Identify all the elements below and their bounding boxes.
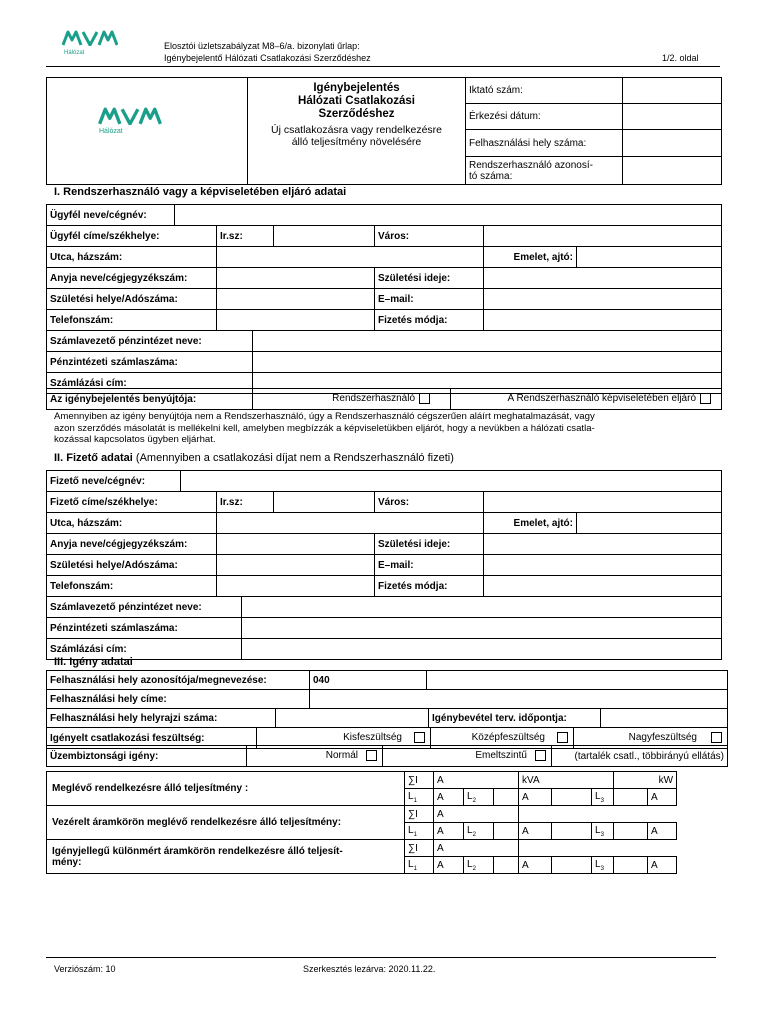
email-field[interactable] xyxy=(484,289,722,310)
payer-floor-label: Emelet, ajtó: xyxy=(484,513,577,534)
existing-kva-field[interactable]: kVA xyxy=(519,772,614,789)
phone-label: Telefonszám: xyxy=(47,310,217,331)
existing-l2-empty[interactable] xyxy=(494,789,519,806)
mother-name-label: Anyja neve/cégjegyzékszám: xyxy=(47,268,217,289)
separate-l3-label: $L_3$ xyxy=(592,857,614,874)
reliability-table xyxy=(46,745,728,767)
controlled-l2-label: $L_2$ xyxy=(464,823,494,840)
voltage-high-option[interactable]: Nagyfeszültség xyxy=(574,728,728,749)
mother-name-field[interactable] xyxy=(217,268,375,289)
payer-mother-name-label: Anyja neve/cégjegyzékszám: xyxy=(47,534,217,555)
payment-label: Fizetés módja: xyxy=(375,310,484,331)
bank-name-label: Számlavezető pénzintézet neve: xyxy=(47,331,253,352)
street-field[interactable] xyxy=(217,247,484,268)
submitter-table xyxy=(46,388,722,410)
submitter-representative-checkbox[interactable] xyxy=(700,393,711,404)
payer-mother-name-field[interactable] xyxy=(217,534,375,555)
payer-account-field[interactable] xyxy=(242,618,722,639)
existing-kw-field[interactable]: kW xyxy=(614,772,677,789)
existing-l3-gap[interactable] xyxy=(614,789,648,806)
payer-zip-label: Ir.sz: xyxy=(217,492,274,513)
zip-field[interactable] xyxy=(274,226,375,247)
place-number-field[interactable] xyxy=(623,130,722,157)
place-number-label: Felhasználási hely száma: xyxy=(466,130,623,157)
payer-birth-place-label: Születési helye/Adószáma: xyxy=(47,555,217,576)
page-number: 1/2. oldal xyxy=(662,53,699,63)
place-lot-field[interactable] xyxy=(276,709,429,728)
title-logo-cell xyxy=(47,78,248,185)
voltage-medium-option[interactable]: Középfeszültség xyxy=(431,728,574,749)
email-label: E–mail: xyxy=(375,289,484,310)
zip-label: Ir.sz: xyxy=(217,226,274,247)
separate-current-field[interactable]: A xyxy=(434,840,519,857)
controlled-current-field[interactable]: A xyxy=(434,806,519,823)
section-1-row-name xyxy=(46,204,722,226)
separate-blank xyxy=(519,840,677,857)
reliability-normal-checkbox[interactable] xyxy=(366,750,377,761)
account-field[interactable] xyxy=(253,352,722,373)
payer-birth-place-field[interactable] xyxy=(217,555,375,576)
reliability-backup-note: (tartalék csatl., többirányú ellátás) xyxy=(552,746,728,767)
logo-subtitle: Hálózat xyxy=(64,50,85,56)
registry-number-field[interactable] xyxy=(623,78,722,104)
voltage-medium-checkbox[interactable] xyxy=(557,732,568,743)
payer-account-label: Pénzintézeti számlaszáma: xyxy=(47,618,242,639)
place-id-label: Felhasználási hely azonosítója/megnevezése: xyxy=(47,671,310,690)
arrival-date-field[interactable] xyxy=(623,104,722,130)
existing-l1-label: $L_1$ xyxy=(405,789,434,806)
place-id-extra-field[interactable] xyxy=(427,671,728,690)
payer-city-label: Város: xyxy=(375,492,484,513)
title-text-cell xyxy=(248,78,466,185)
account-label: Pénzintézeti számlaszáma: xyxy=(47,352,253,373)
birth-date-label: Születési ideje: xyxy=(375,268,484,289)
reliability-enhanced-option[interactable]: Emeltszintű xyxy=(383,746,552,767)
submitter-option-user[interactable]: Rendszerhasználó xyxy=(253,389,451,410)
controlled-l1-field[interactable]: A xyxy=(434,823,464,840)
customer-name-field[interactable] xyxy=(175,205,722,226)
payer-birth-date-field[interactable] xyxy=(484,534,722,555)
existing-l3-label: $L_3$ xyxy=(592,789,614,806)
reliability-enhanced-checkbox[interactable] xyxy=(535,750,546,761)
billing-address-label: Számlázási cím: xyxy=(47,373,253,394)
existing-power-label: Meglévő rendelkezésre álló teljesítmény : xyxy=(47,772,405,806)
voltage-label: Igényelt csatlakozási feszültség: xyxy=(47,728,257,749)
separate-l2-empty[interactable] xyxy=(494,857,519,874)
controlled-l3-field[interactable]: A xyxy=(648,823,677,840)
payment-field[interactable] xyxy=(484,310,722,331)
footer-closed-date: Szerkesztés lezárva: 2020.11.22. xyxy=(303,964,436,974)
mvm-logo-icon xyxy=(95,107,165,125)
bank-name-field[interactable] xyxy=(253,331,722,352)
separate-l1-label: $L_1$ xyxy=(405,857,434,874)
payer-bank-name-field[interactable] xyxy=(242,597,722,618)
form-subtitle-2: álló teljesítmény növelésére xyxy=(291,136,422,148)
payer-billing-address-label: Számlázási cím: xyxy=(47,639,242,660)
birth-date-field[interactable] xyxy=(484,268,722,289)
arrival-date-label: Érkezési dátum: xyxy=(466,104,623,130)
footer-divider xyxy=(46,957,716,958)
payer-street-field[interactable] xyxy=(217,513,484,534)
voltage-low-checkbox[interactable] xyxy=(414,732,425,743)
footer-version: Verziószám: 10 xyxy=(54,964,116,974)
customer-address-label: Ügyfél címe/székhelye: xyxy=(47,226,217,247)
separate-l3-empty[interactable] xyxy=(552,857,592,874)
section-3-title: III. Igény adatai xyxy=(54,656,133,668)
section-3-lot-table xyxy=(46,708,728,728)
title-box xyxy=(46,77,722,185)
payer-zip-field[interactable] xyxy=(274,492,375,513)
registry-number-label: Iktató szám: xyxy=(466,78,623,104)
city-label: Város: xyxy=(375,226,484,247)
section-3-place-table xyxy=(46,670,728,709)
separate-l3-gap[interactable] xyxy=(614,857,648,874)
separate-l3-field[interactable]: A xyxy=(648,857,677,874)
place-address-label: Felhasználási hely címe: xyxy=(47,690,310,709)
payer-payment-label: Fizetés módja: xyxy=(375,576,484,597)
separate-l1-field[interactable]: A xyxy=(434,857,464,874)
existing-sum-label: ∑I xyxy=(405,772,434,789)
mvm-logo-icon xyxy=(62,30,118,46)
power-table xyxy=(46,771,677,874)
controlled-l2-field[interactable]: A xyxy=(519,823,552,840)
payer-address-label: Fizető címe/székhelye: xyxy=(47,492,217,513)
controlled-sum-label: ∑I xyxy=(405,806,434,823)
floor-label: Emelet, ajtó: xyxy=(484,247,577,268)
user-id-label: Rendszerhasználó azonosí- tó száma: xyxy=(466,157,623,185)
place-address-field[interactable] xyxy=(310,690,728,709)
payer-name-field[interactable] xyxy=(181,471,722,492)
birth-place-field[interactable] xyxy=(217,289,375,310)
section-2-row-name xyxy=(46,470,722,492)
place-id-field[interactable]: 040 xyxy=(310,671,427,690)
payer-birth-date-label: Születési ideje: xyxy=(375,534,484,555)
payer-name-label: Fizető neve/cégnév: xyxy=(47,471,181,492)
customer-name-label: Ügyfél neve/cégnév: xyxy=(47,205,175,226)
existing-l1-field[interactable]: A xyxy=(434,789,464,806)
form-title-2: Hálózati Csatlakozási xyxy=(298,95,415,107)
form-subtitle-1: Új csatlakozásra vagy rendelkezésre xyxy=(271,124,442,136)
controlled-l3-label: $L_3$ xyxy=(592,823,614,840)
form-title-1: Igénybejelentés xyxy=(313,82,400,94)
separate-sum-label: ∑I xyxy=(405,840,434,857)
controlled-blank xyxy=(519,806,677,823)
header-divider xyxy=(46,66,720,67)
header-line-2: Igénybejelentő Hálózati Csatlakozási Szerződéshez xyxy=(164,53,371,63)
place-lot-label: Felhasználási hely helyrajzi száma: xyxy=(47,709,276,728)
reliability-label: Üzembiztonsági igény: xyxy=(47,746,247,767)
payer-city-field[interactable] xyxy=(484,492,722,513)
separate-l2-label: $L_2$ xyxy=(464,857,494,874)
section-1-table xyxy=(46,225,722,331)
existing-current-field[interactable]: A xyxy=(434,772,519,789)
city-field[interactable] xyxy=(484,226,722,247)
voltage-low-option[interactable]: Kisfeszültség xyxy=(257,728,431,749)
existing-l3-field[interactable]: A xyxy=(648,789,677,806)
section-1-bank-table xyxy=(46,330,722,394)
payer-payment-field[interactable] xyxy=(484,576,722,597)
controlled-l3-empty[interactable] xyxy=(552,823,592,840)
section-2-title: II. Fizető adatai (Amennyiben a csatlakozási díjat nem a Rendszerhasználó fizeti) xyxy=(54,452,454,464)
payer-email-field[interactable] xyxy=(484,555,722,576)
controlled-l1-label: $L_1$ xyxy=(405,823,434,840)
header-logo xyxy=(62,30,122,60)
submitter-label: Az igénybejelentés benyújtója: xyxy=(47,389,253,410)
existing-l2-field[interactable]: A xyxy=(519,789,552,806)
voltage-high-checkbox[interactable] xyxy=(711,732,722,743)
birth-place-label: Születési helye/Adószáma: xyxy=(47,289,217,310)
separate-power-label: Igényjellegű különmért áramkörön rendelkezésre álló teljesít- mény: xyxy=(47,840,405,874)
existing-l3-empty[interactable] xyxy=(552,789,592,806)
submitter-option-representative[interactable]: A Rendszerhasználó képviseletében eljáró xyxy=(451,389,722,410)
reliability-normal-option[interactable]: Normál xyxy=(247,746,383,767)
header-line-1: Elosztói üzletszabályzat M8–6/a. bizonylati űrlap: xyxy=(164,41,360,51)
separate-l2-field[interactable]: A xyxy=(519,857,552,874)
street-label: Utca, házszám: xyxy=(47,247,217,268)
form-title-3: Szerződéshez xyxy=(318,108,395,120)
payer-bank-name-label: Számlavezető pénzintézet neve: xyxy=(47,597,242,618)
logo-subtitle: Hálózat xyxy=(99,128,123,135)
payer-billing-address-field[interactable] xyxy=(242,639,722,660)
controlled-l2-empty[interactable] xyxy=(494,823,519,840)
payer-email-label: E–mail: xyxy=(375,555,484,576)
start-date-label: Igénybevétel terv. időpontja: xyxy=(429,709,601,728)
payer-street-label: Utca, házszám: xyxy=(47,513,217,534)
phone-field[interactable] xyxy=(217,310,375,331)
payer-phone-field[interactable] xyxy=(217,576,375,597)
user-id-field[interactable] xyxy=(623,157,722,185)
start-date-field[interactable] xyxy=(601,709,728,728)
submitter-user-checkbox[interactable] xyxy=(419,393,430,404)
payer-floor-field[interactable] xyxy=(577,513,722,534)
controlled-l3-gap[interactable] xyxy=(614,823,648,840)
controlled-power-label: Vezérelt áramkörön meglévő rendelkezésre álló teljesítmény: xyxy=(47,806,405,840)
section-1-title: I. Rendszerhasználó vagy a képviseletében eljáró adatai xyxy=(54,186,347,198)
section-2-table xyxy=(46,491,722,597)
section-2-bank-table xyxy=(46,596,722,660)
existing-l2-label: $L_2$ xyxy=(464,789,494,806)
payer-phone-label: Telefonszám: xyxy=(47,576,217,597)
floor-field[interactable] xyxy=(577,247,722,268)
representative-note: Amennyiben az igény benyújtója nem a Rendszerhasználó, úgy a Rendszerhasználó cégszerűen aláírt meghatalmazását, vagy azon szerződés másolatát is mellékelni kell, amelyben megbízzák a képviseletükben eljárót, hogy a nevükben a hálózati csatla- kozással kapcsolatos ügyben eljárhat. xyxy=(54,411,595,445)
